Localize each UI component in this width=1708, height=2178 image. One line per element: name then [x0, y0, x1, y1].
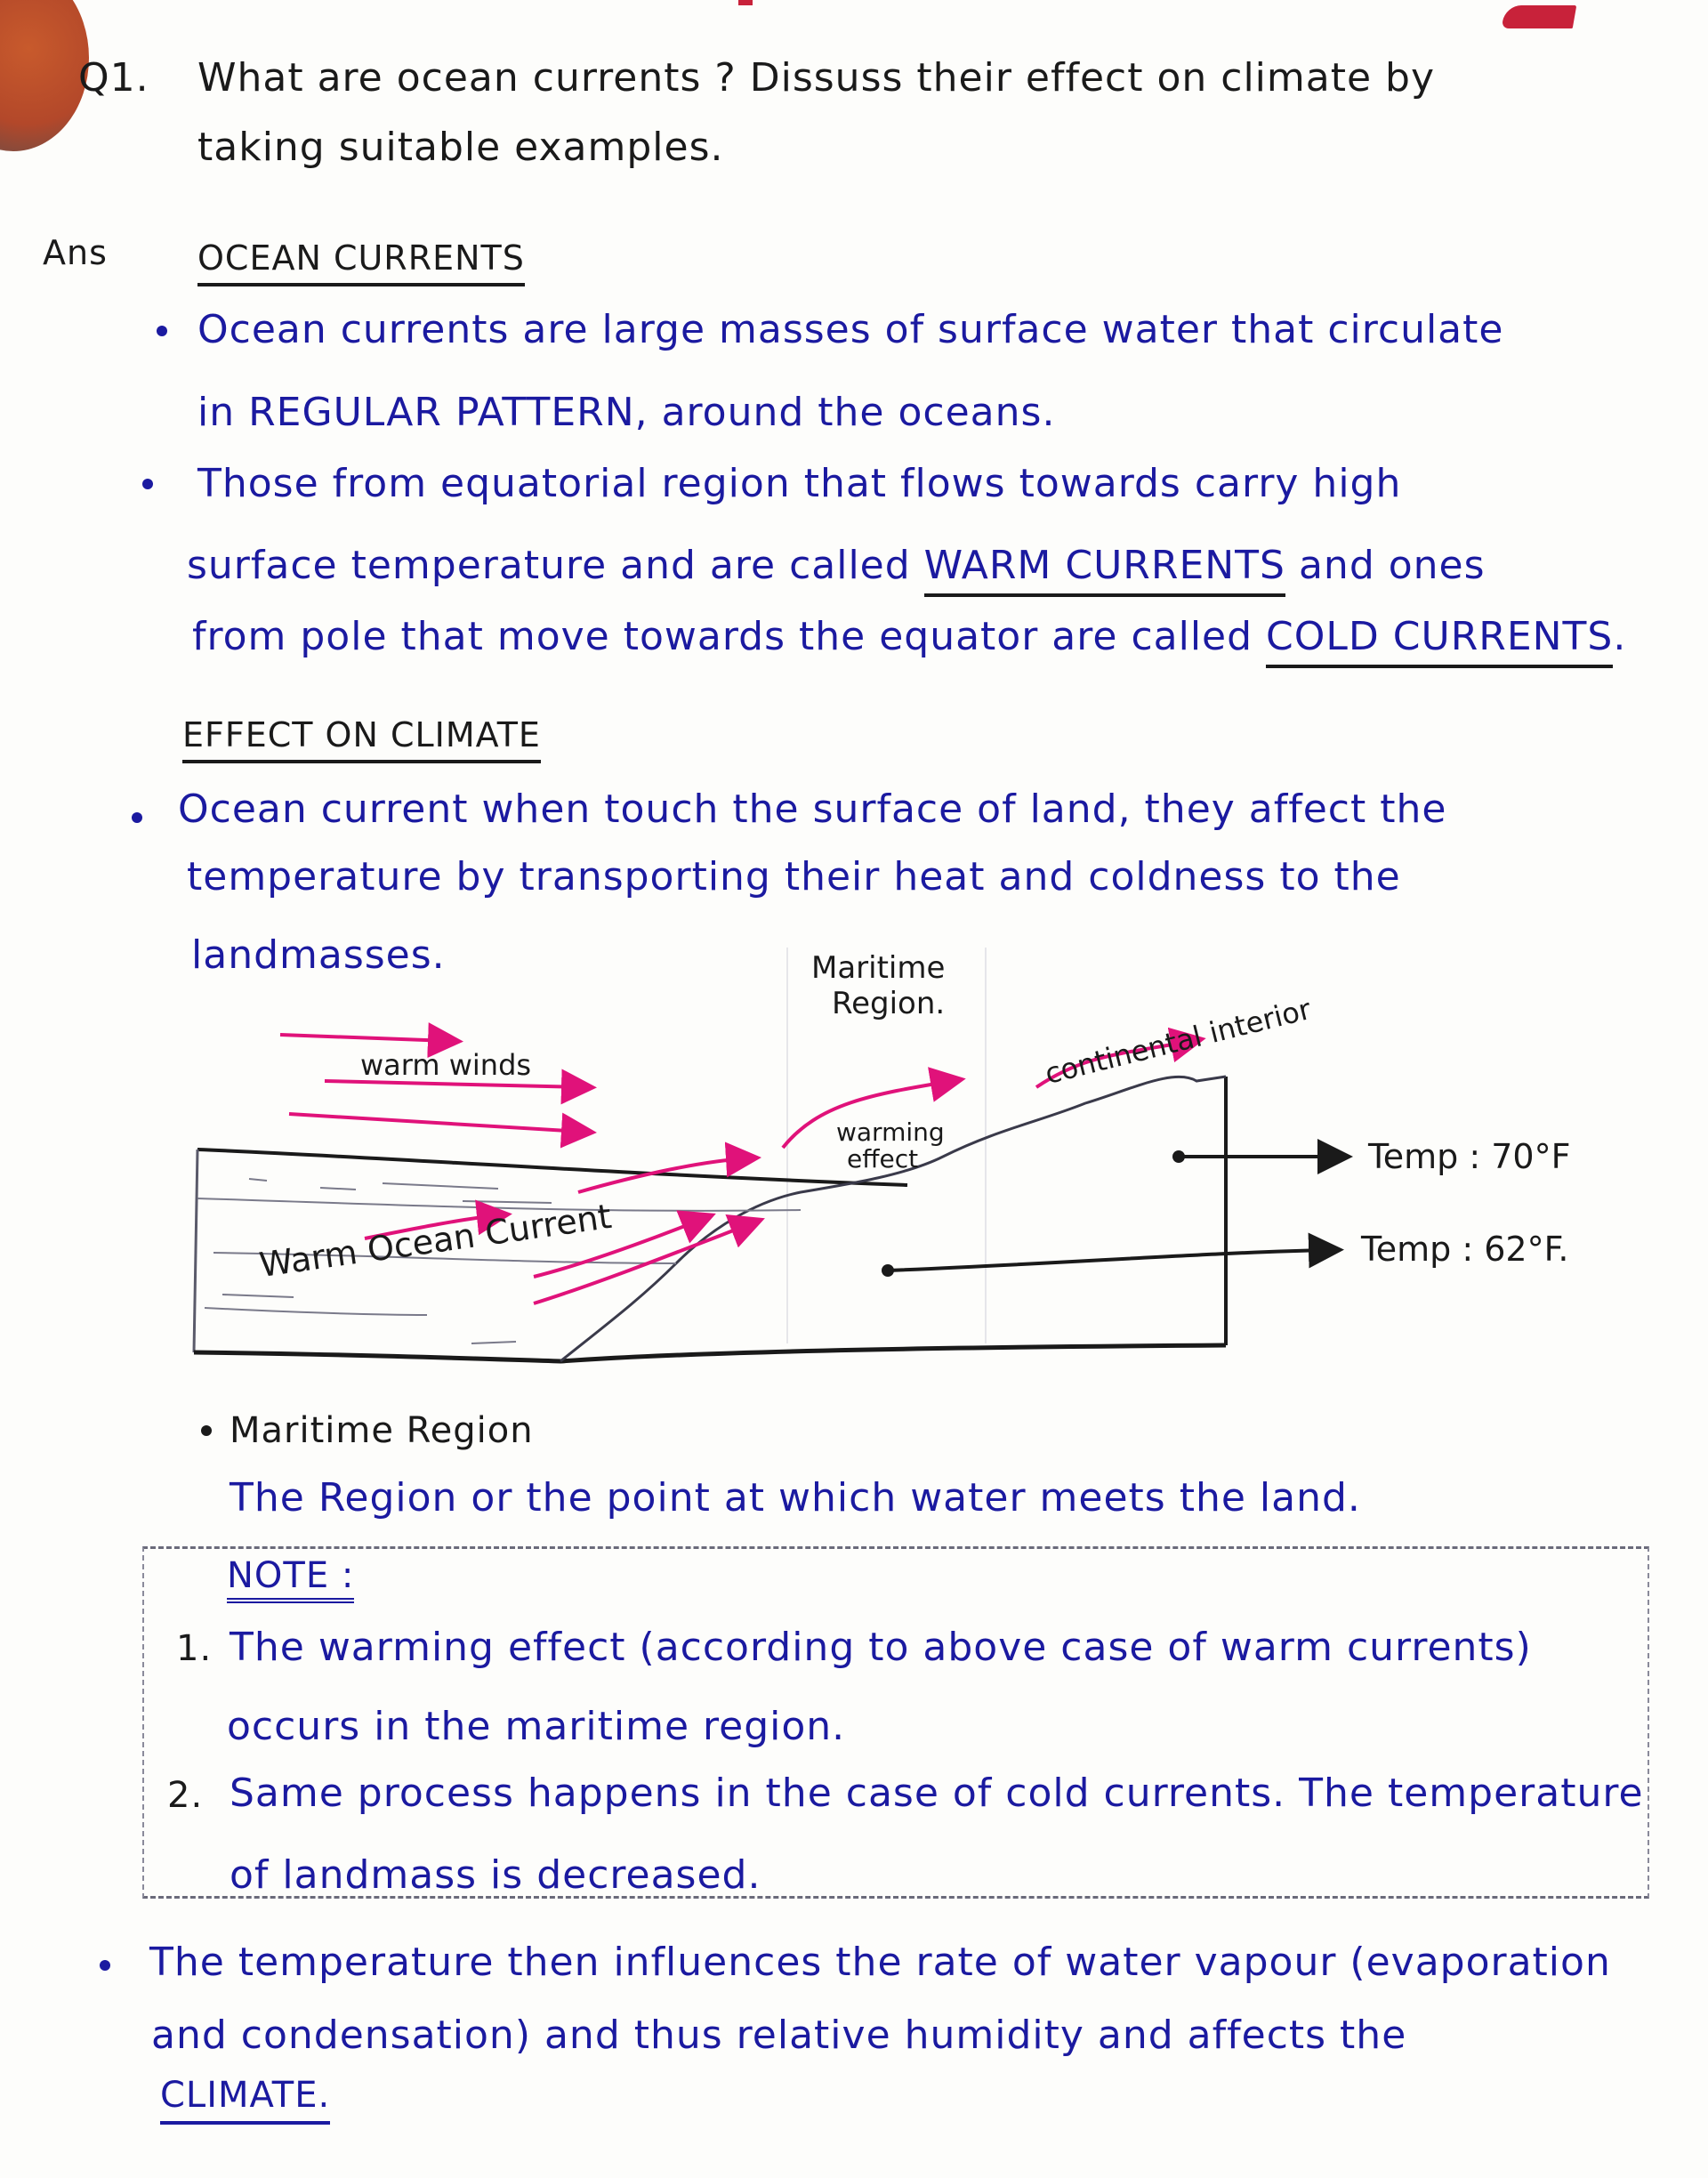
note-title-text: NOTE : [227, 1555, 354, 1603]
types-line-1: Those from equatorial region that flows towards carry high [197, 461, 1402, 506]
bullet-dot [142, 479, 153, 489]
bullet-dot [100, 1960, 110, 1971]
note-item-1-line-1: The warming effect (according to above case of warm currents) [230, 1625, 1532, 1670]
warm-currents-term: WARM CURRENTS [924, 543, 1285, 597]
red-tab-mark [1502, 5, 1577, 28]
maritime-region-title: Maritime Region [230, 1410, 534, 1451]
bullet-dot [201, 1425, 212, 1436]
warming-effect-label [836, 1119, 945, 1173]
note-item-1-number: 1. [176, 1628, 213, 1669]
effect-line-3: landmasses. [191, 932, 446, 978]
warm-winds-label: warm winds [360, 1048, 532, 1082]
definition-line-1: Ocean currents are large masses of surface water that circulate [197, 307, 1504, 352]
red-edge-mark [738, 0, 753, 5]
bullet-dot [157, 326, 167, 336]
note-item-2-number: 2. [167, 1775, 204, 1816]
maritime-region-label-line-2: Region. [832, 986, 946, 1021]
text-span: surface temperature and are called [187, 543, 924, 588]
climate-term: CLIMATE. [160, 2075, 330, 2125]
maritime-region-definition: The Region or the point at which water meets the land. [230, 1475, 1361, 1521]
effect-line-1: Ocean current when touch the surface of land, they affect the [178, 786, 1447, 832]
conclusion-line-3 [160, 2075, 330, 2116]
temp-70f-label: Temp : 70°F [1368, 1137, 1571, 1176]
temp-62f-label: Temp : 62°F. [1361, 1230, 1569, 1269]
effect-label-line: effect [847, 1144, 919, 1174]
note-item-1-line-2: occurs in the maritime region. [227, 1704, 846, 1749]
text-span: and ones [1285, 543, 1486, 588]
text-span: . [1613, 614, 1627, 659]
thumb-in-frame [0, 0, 89, 151]
note-item-2-line-1: Same process happens in the case of cold currents. The temperature [230, 1771, 1644, 1816]
maritime-region-label-line-1: Maritime [811, 950, 946, 986]
continental-interior-label: continental interior [1041, 991, 1315, 1091]
cold-currents-term: COLD CURRENTS [1266, 614, 1613, 668]
section-heading-effect-on-climate: EFFECT ON CLIMATE [182, 715, 541, 763]
warm-ocean-current-label: Warm Ocean Current [256, 1196, 614, 1285]
section-heading-ocean-currents: OCEAN CURRENTS [197, 238, 525, 286]
bullet-dot [132, 812, 142, 823]
effect-line-2: temperature by transporting their heat and coldness to the [187, 854, 1401, 899]
question-line-2: taking suitable examples. [197, 125, 724, 170]
definition-line-2: in REGULAR PATTERN, around the oceans. [197, 390, 1056, 435]
warming-label-line: warming [836, 1117, 945, 1147]
conclusion-line-2: and condensation) and thus relative humidity and affects the [151, 2013, 1407, 2058]
answer-label: Ans [43, 233, 108, 272]
question-number: Q1. [78, 55, 149, 101]
question-line-1: What are ocean currents ? Dissuss their effect on climate by [197, 55, 1435, 101]
conclusion-line-1: The temperature then influences the rate of water vapour (evaporation [149, 1940, 1611, 1985]
note-item-2-line-2: of landmass is decreased. [230, 1852, 761, 1898]
types-line-3 [192, 614, 1626, 659]
text-span: from pole that move towards the equator are called [192, 614, 1267, 659]
types-line-2 [187, 543, 1486, 588]
note-title [227, 1555, 354, 1596]
